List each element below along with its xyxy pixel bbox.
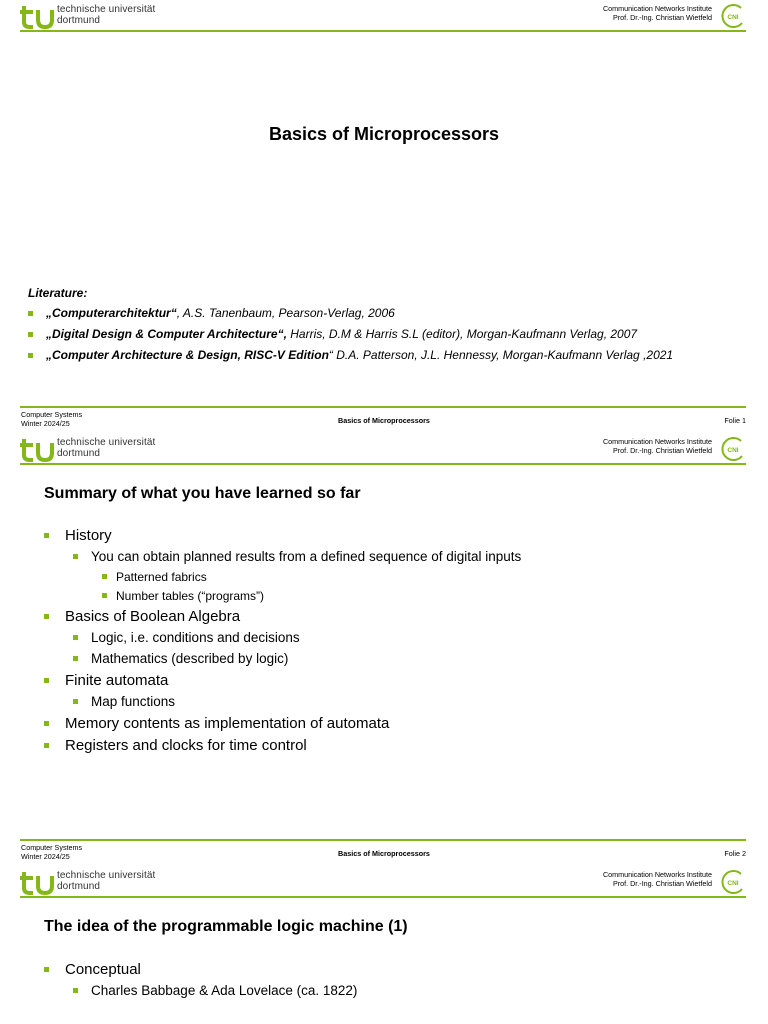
bullet-icon	[73, 635, 78, 640]
list-item: Memory contents as implementation of automata	[44, 714, 521, 736]
bullet-icon	[73, 988, 78, 993]
logo-line1: technische universität	[57, 437, 156, 448]
literature-item: „Computer Architecture & Design, RISC-V Edition“ D.A. Patterson, J.L. Hennessy, Morgan-Kaufmann Verlag ,2021	[28, 347, 673, 368]
slide-title: The idea of the programmable logic machine (1)	[44, 918, 408, 935]
slide-1	[0, 0, 768, 433]
list-item: Basics of Boolean Algebra	[44, 607, 521, 629]
list-item: Number tables (“programs”)	[44, 588, 521, 607]
bullet-icon	[44, 743, 49, 748]
slide-2	[0, 433, 768, 866]
list-item: You can obtain planned results from a defined sequence of digital inputs	[44, 548, 521, 569]
slide-title: Basics of Microprocessors	[268, 124, 500, 144]
literature-section	[28, 286, 673, 368]
bullet-icon	[28, 311, 33, 316]
institute-name: Communication Networks Institute	[602, 437, 712, 446]
tu-logo-icon	[20, 437, 54, 462]
slide-title: Summary of what you have learned so far	[44, 485, 361, 502]
bullet-icon	[44, 967, 49, 972]
bullet-icon	[44, 721, 49, 726]
list-item: Conceptual	[44, 960, 357, 982]
slide-3	[0, 866, 768, 1024]
literature-item: „Digital Design & Computer Architecture“, Harris, D.M & Harris S.L (editor), Morgan-Kaufmann Verlag, 2007	[28, 326, 673, 347]
bullet-icon	[44, 678, 49, 683]
tu-logo-icon	[20, 4, 54, 29]
slide-header	[0, 433, 768, 465]
footer-topic: Basics of Microprocessors	[338, 416, 430, 425]
cni-logo-icon	[720, 869, 746, 895]
list-item: Charles Babbage & Ada Lovelace (ca. 1822)	[44, 982, 357, 1003]
header-divider	[20, 30, 746, 32]
bullet-icon	[44, 614, 49, 619]
institute-name: Communication Networks Institute	[602, 870, 712, 879]
tu-dortmund-logo	[20, 3, 170, 29]
footer-semester: Winter 2024/25	[21, 418, 70, 428]
slide-footer	[0, 406, 768, 432]
footer-semester: Winter 2024/25	[21, 851, 70, 861]
bullet-icon	[73, 656, 78, 661]
bullet-icon	[44, 533, 49, 538]
svg-text:CNI: CNI	[727, 880, 739, 887]
svg-text:CNI: CNI	[727, 14, 739, 21]
header-divider	[20, 463, 746, 465]
logo-line2: dortmund	[57, 14, 101, 26]
logo-line2: dortmund	[57, 880, 101, 892]
header-divider	[20, 896, 746, 898]
professor-name: Prof. Dr.-Ing. Christian Wietfeld	[612, 879, 712, 888]
bullet-list	[44, 526, 521, 758]
bullet-icon	[102, 593, 107, 598]
footer-topic: Basics of Microprocessors	[338, 849, 430, 858]
cni-logo-icon	[720, 436, 746, 462]
bullet-icon	[73, 554, 78, 559]
logo-line1: technische universität	[57, 870, 156, 881]
logo-line1: technische universität	[57, 4, 156, 15]
professor-name: Prof. Dr.-Ing. Christian Wietfeld	[612, 13, 712, 22]
bullet-list	[44, 960, 357, 1003]
list-item: Logic, i.e. conditions and decisions	[44, 629, 521, 650]
logo-line2: dortmund	[57, 447, 101, 459]
tu-dortmund-logo	[20, 869, 170, 895]
footer-divider	[20, 406, 746, 408]
footer-divider	[20, 839, 746, 841]
list-item: History	[44, 526, 521, 548]
literature-heading: Literature:	[28, 286, 88, 300]
bullet-icon	[102, 574, 107, 579]
page-number: Folie 1	[724, 416, 746, 425]
svg-text:CNI: CNI	[727, 447, 739, 454]
list-item: Registers and clocks for time control	[44, 736, 521, 758]
tu-dortmund-logo	[20, 436, 170, 462]
page-number: Folie 2	[724, 849, 746, 858]
slide-header	[0, 0, 768, 32]
list-item: Mathematics (described by logic)	[44, 650, 521, 671]
institute-name: Communication Networks Institute	[602, 4, 712, 13]
bullet-icon	[28, 353, 33, 358]
list-item: Finite automata	[44, 671, 521, 693]
bullet-icon	[28, 332, 33, 337]
footer-course: Computer Systems	[21, 410, 83, 419]
cni-logo-icon	[720, 3, 746, 29]
list-item: Patterned fabrics	[44, 569, 521, 588]
bullet-icon	[73, 699, 78, 704]
slide-header	[0, 866, 768, 898]
professor-name: Prof. Dr.-Ing. Christian Wietfeld	[612, 446, 712, 455]
literature-item: „Computerarchitektur“, A.S. Tanenbaum, Pearson-Verlag, 2006	[28, 305, 673, 326]
list-item: Map functions	[44, 693, 521, 714]
tu-logo-icon	[20, 870, 54, 895]
slide-footer	[0, 839, 768, 865]
footer-course: Computer Systems	[21, 843, 83, 852]
